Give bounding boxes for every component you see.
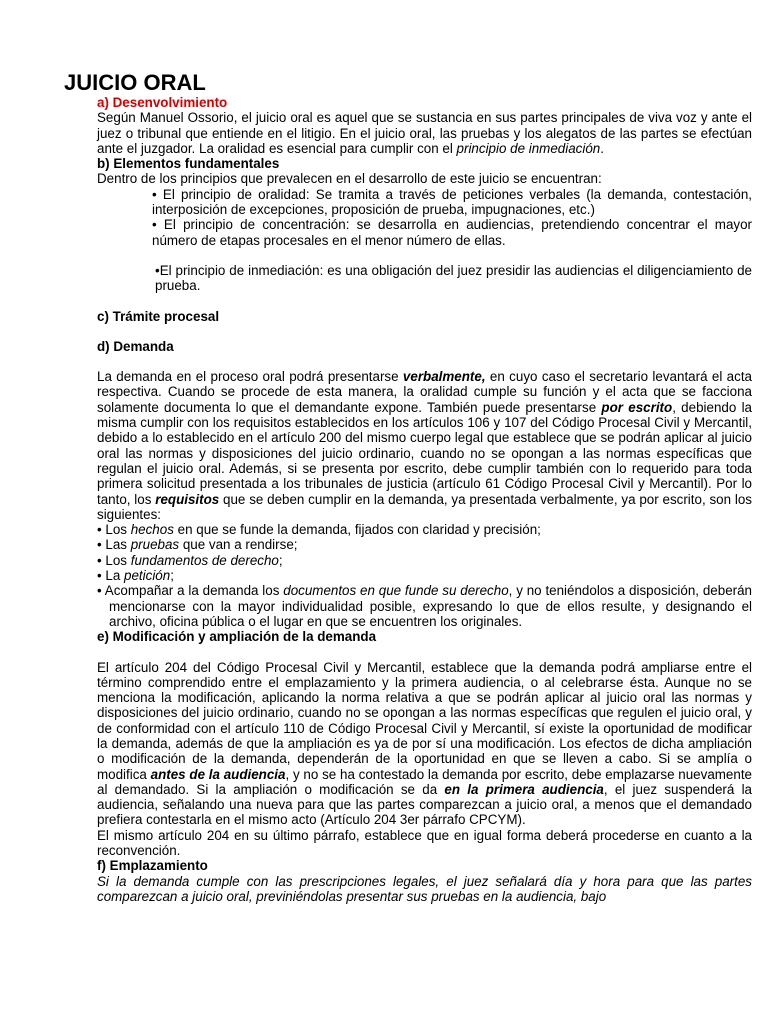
spacer (97, 645, 752, 660)
italic-run: hechos (130, 522, 174, 538)
text-run: La demanda en el proceso oral podrá presentarse (97, 369, 403, 385)
text-run: en que se funde la demanda, fijados con claridad y precisión; (173, 522, 541, 538)
heading-demanda: d) Demanda (97, 338, 174, 354)
paragraph-emplazamiento: Si la demanda cumple con las prescripciones legales, el juez señalará día y hora para que las partes comparezcan a juicio oral, previniéndolas presentar sus pruebas en la audiencia, bajo (97, 873, 752, 904)
list-item-pruebas (97, 537, 752, 552)
italic-run: principio de inmediación (456, 140, 601, 156)
list-item-inmediacion: •El principio de inmediación: es una obligación del juez presidir las audiencias el diligenciamiento de prueba. (155, 262, 752, 294)
heading-desenvolvimiento: a) Desenvolvimiento (97, 95, 228, 110)
text-run: , y no teniéndolos a disposición, deberán mencionarse con la mayor individualidad posible, expresando lo que de ellos resulte, y designando el archivo, oficina pública o el lugar en que se encuentren los originales. (109, 583, 752, 629)
bold-italic-run: antes de la audiencia (150, 766, 286, 782)
italic-run: fundamentos de derecho (130, 552, 279, 568)
heading-emplazamiento: f) Emplazamiento (97, 858, 208, 874)
list-item-concentracion: • El principio de concentración: se desarrolla en audiencias, pretendiendo concentrar el mayor número de etapas procesales en el menor número de ellas. (152, 217, 752, 248)
bold-italic-run: en la primera audiencia (444, 781, 604, 797)
text-run: Según Manuel Ossorio, el juicio oral es aquel que se sustancia en sus partes principales de viva voz y ante el juez o tribunal que entiende en el litigio. En el juicio oral, las pruebas y los alegatos de las partes se efectúan ante el juzgador. La oralidad es esencial para cumplir con el (97, 110, 752, 156)
spacer (97, 294, 752, 309)
text-run: • La (97, 568, 125, 584)
paragraph-reconvencion: El mismo artículo 204 en su último párrafo, establece que en igual forma deberá procederse en cuanto a la reconvención. (97, 827, 752, 859)
bold-italic-run: verbalmente, (402, 369, 486, 385)
bold-italic-run: por escrito (601, 399, 673, 415)
italic-run: pruebas (130, 537, 180, 553)
heading-tramite: c) Trámite procesal (97, 308, 220, 324)
paragraph-elementos-intro: Dentro de los principios que prevalecen en el desarrollo de este juicio se encuentran: (97, 171, 602, 187)
text-run: El artículo 204 del Código Procesal Civil y Mercantil, establece que la demanda podrá ampliarse entre el término comprendido entre el emplazamiento y la primera audiencia, o al celebrarse ésta. Aunque no se menciona la modificación, aplicando la norma relativa a que se podrán aplicar al juicio oral las normas y disposiciones del juicio ordinario, cuando no se opongan a las normas específicas que regulen el juicio oral, y de conformidad con el artículo 110 de Código Procesal Civil y Mercantil, sí existe la oportunidad de modificar la demanda, además de que la ampliación es ya de por sí una modificación. Los efectos de dicha ampliación o modificación de la demanda, dependerán de la oportunidad en que se lleven a cabo. Si se amplía o modifica (97, 659, 752, 782)
heading-elementos: b) Elementos fundamentales (97, 156, 280, 172)
text-run: • Acompañar a la demanda los (97, 583, 284, 599)
paragraph-modificacion (97, 660, 752, 828)
paragraph-demanda (97, 369, 752, 522)
spacer (97, 248, 752, 263)
list-item-documentos (97, 583, 752, 629)
text-run: • Las (97, 537, 131, 553)
list-item-hechos (97, 522, 752, 537)
list-item-fundamentos (97, 553, 752, 568)
text-run: • Los (97, 552, 131, 568)
bold-italic-run: requisitos (155, 491, 220, 507)
text-run: en cuyo caso el secretario levantará el acta respectiva. Cuando se procede de esta manera, la oralidad cumple su función y el acta que se facciona solamente documenta lo que el demandante expone. También puede presentarse (97, 369, 752, 415)
list-item-oralidad: • El principio de oralidad: Se tramita a través de peticiones verbales (la demanda, contestación, interposición de excepciones, proposición de prueba, impugnaciones, etc.) (152, 186, 752, 218)
text-run: • Los (97, 522, 131, 538)
text-run: , debiendo la misma cumplir con los requisitos establecidos en los artículos 106 y 107 del Código Procesal Civil y Mercantil, debido a lo establecido en el artículo 200 del mismo cuerpo legal que establece que se podrán aplicar al juicio oral las normas y disposiciones del juicio ordinario, cuando no se opongan a las normas específicas que regulan el juicio oral. Además, si se presenta por escrito, debe cumplir también con lo requerido para toda primera solicitud presentada a los tribunales de justicia (artículo 61 Código Procesal Civil y Mercantil). Por lo tanto, los (97, 399, 752, 507)
spacer (97, 354, 752, 369)
text-run: , y no se ha contestado la demanda por escrito, debe emplazarse nuevamente al demandado. Si la ampliación o modificación se da (97, 766, 752, 797)
list-item-peticion (97, 568, 752, 583)
document-body (97, 70, 752, 904)
document-title: JUICIO ORAL (64, 70, 206, 95)
text-run: que se deben cumplir en la demanda, ya presentada verbalmente, ya por escrito, son los siguientes: (97, 491, 752, 522)
italic-run: petición (124, 568, 171, 584)
text-run: . (600, 140, 604, 156)
spacer (97, 324, 752, 339)
heading-modificacion: e) Modificación y ampliación de la demanda (97, 629, 377, 645)
text-run: ; (170, 568, 174, 584)
text-run: que van a rendirse; (179, 537, 298, 553)
paragraph-desenvolvimiento (97, 110, 752, 156)
text-run: ; (278, 552, 283, 568)
text-run: , el juez suspenderá la audiencia, señalando una nueva para que las partes comparezcan a juicio oral, a menos que el demandado prefiera contestarla en el mismo acto (Artículo 204 3er párrafo CPCYM). (97, 781, 752, 828)
italic-run: documentos en que funde su derecho (283, 583, 509, 599)
